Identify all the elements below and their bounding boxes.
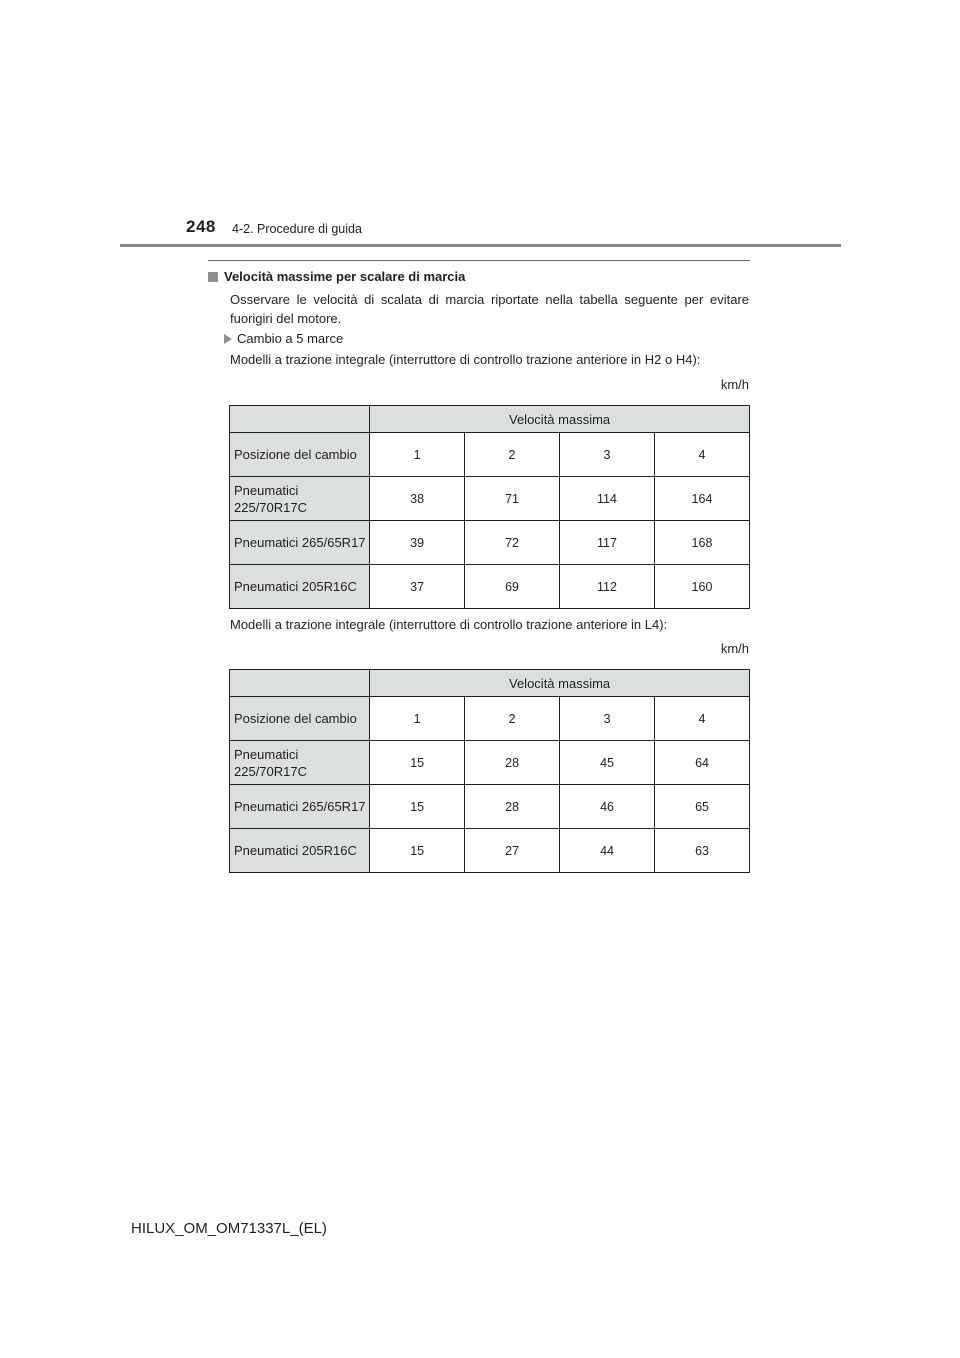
- row-label: Pneumatici 225/70R17C: [230, 741, 370, 785]
- speed-cell: 44: [560, 829, 655, 873]
- row-label: Pneumatici 225/70R17C: [230, 477, 370, 521]
- speed-cell: 72: [465, 521, 560, 565]
- row-label: Pneumatici 265/65R17: [230, 785, 370, 829]
- table-corner-cell: [230, 670, 370, 697]
- document-code: HILUX_OM_OM71337L_(EL): [131, 1220, 327, 1237]
- table1-unit: km/h: [720, 377, 749, 392]
- speed-cell: 164: [654, 477, 749, 521]
- gear-cell: 4: [655, 697, 750, 741]
- table-row: [230, 521, 750, 565]
- section-divider: [208, 260, 750, 261]
- speed-cell: 117: [559, 521, 654, 565]
- table-header-row: [230, 406, 750, 433]
- gear-cell: 3: [560, 697, 655, 741]
- speed-cell: 28: [465, 741, 560, 785]
- page-number: 248: [186, 217, 216, 236]
- table-row: [230, 829, 750, 873]
- gear-cell: 2: [465, 433, 560, 477]
- speed-table-l4: [229, 669, 750, 873]
- row-label: Pneumatici 205R16C: [230, 565, 370, 609]
- speed-cell: 69: [465, 565, 560, 609]
- header-rule: [120, 244, 841, 247]
- transmission-bullet: [224, 331, 343, 346]
- transmission-bullet-text: Cambio a 5 marce: [237, 331, 344, 346]
- speed-cell: 65: [655, 785, 750, 829]
- table-row: [230, 565, 750, 609]
- speed-cell: 27: [465, 829, 560, 873]
- section-title: 4-2. Procedure di guida: [232, 222, 362, 236]
- gear-position-row: [230, 697, 750, 741]
- subsection-heading: [208, 269, 465, 284]
- row-label: Pneumatici 205R16C: [230, 829, 370, 873]
- speed-cell: 114: [559, 477, 654, 521]
- row-label: Posizione del cambio: [230, 697, 370, 741]
- table-corner-cell: [230, 406, 370, 433]
- gear-cell: 4: [654, 433, 749, 477]
- max-speed-header: Velocità massima: [370, 406, 750, 433]
- triangle-bullet-icon: [224, 334, 232, 344]
- square-bullet-icon: [208, 272, 218, 282]
- gear-cell: 1: [370, 433, 465, 477]
- row-label: Posizione del cambio: [230, 433, 370, 477]
- intro-paragraph: Osservare le velocità di scalata di marcia riportate nella tabella seguente per evitare fuorigiri del motore.: [230, 292, 749, 326]
- speed-cell: 28: [465, 785, 560, 829]
- max-speed-header: Velocità massima: [370, 670, 750, 697]
- speed-cell: 37: [370, 565, 465, 609]
- speed-cell: 168: [654, 521, 749, 565]
- row-label: Pneumatici 265/65R17: [230, 521, 370, 565]
- speed-cell: 64: [655, 741, 750, 785]
- speed-cell: 39: [370, 521, 465, 565]
- table1-intro: Modelli a trazione integrale (interruttore di controllo trazione anteriore in H2 o H4):: [230, 352, 701, 367]
- gear-cell: 3: [559, 433, 654, 477]
- speed-cell: 15: [370, 741, 465, 785]
- speed-cell: 45: [560, 741, 655, 785]
- speed-cell: 15: [370, 785, 465, 829]
- table-row: [230, 477, 750, 521]
- speed-cell: 38: [370, 477, 465, 521]
- speed-cell: 71: [465, 477, 560, 521]
- table2-unit: km/h: [720, 641, 749, 656]
- subsection-heading-text: Velocità massime per scalare di marcia: [224, 269, 466, 284]
- gear-position-row: [230, 433, 750, 477]
- speed-cell: 15: [370, 829, 465, 873]
- speed-cell: 160: [654, 565, 749, 609]
- gear-cell: 1: [370, 697, 465, 741]
- table-row: [230, 785, 750, 829]
- speed-table-h2-h4: [229, 405, 750, 609]
- speed-cell: 46: [560, 785, 655, 829]
- speed-cell: 112: [559, 565, 654, 609]
- speed-cell: 63: [655, 829, 750, 873]
- table-header-row: [230, 670, 750, 697]
- gear-cell: 2: [465, 697, 560, 741]
- table2-intro: Modelli a trazione integrale (interruttore di controllo trazione anteriore in L4):: [230, 617, 668, 632]
- table-row: [230, 741, 750, 785]
